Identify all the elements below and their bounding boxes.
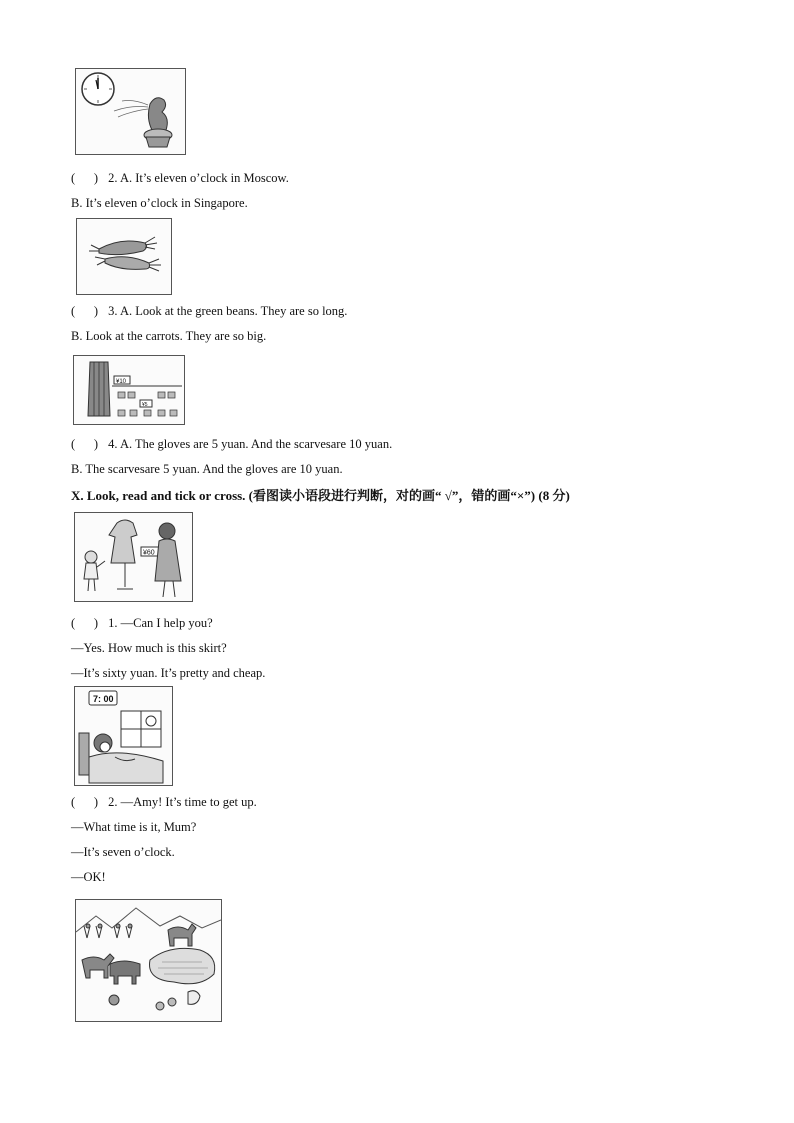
question-4-option-b: B. The scarvesare 5 yuan. And the gloves are 10 yuan. xyxy=(71,462,343,476)
dialog-2-line-4: —OK! xyxy=(71,870,106,884)
dialog-1-line-2: —Yes. How much is this skirt? xyxy=(71,641,227,655)
dialog-2-line-2: —What time is it, Mum? xyxy=(71,820,197,834)
answer-paren[interactable]: ( ) xyxy=(71,304,99,318)
answer-paren[interactable]: ( ) xyxy=(71,171,99,185)
carrots-picture xyxy=(76,218,172,295)
scarf-price-tag: ¥10 xyxy=(116,379,127,385)
bedroom-picture xyxy=(74,686,173,786)
option-a: A. It’s eleven o’clock in Moscow. xyxy=(119,171,289,185)
question-4-line-a xyxy=(71,436,392,452)
clock-merlion-picture xyxy=(75,68,186,155)
section-x-heading: X. Look, read and tick or cross. (看图读小语段进行判断，对的画“ √”，错的画“×”) (8 分) xyxy=(71,488,570,503)
dialog-2-line-3: —It’s seven o’clock. xyxy=(71,845,175,859)
dialog-line: —Amy! It’s time to get up. xyxy=(120,795,257,809)
question-2-option-b: B. It’s eleven o’clock in Singapore. xyxy=(71,196,248,210)
option-a: A. Look at the green beans. They are so long. xyxy=(119,304,348,318)
farm-picture xyxy=(75,899,222,1022)
option-a: A. The gloves are 5 yuan. And the scarvesare 10 yuan. xyxy=(119,437,393,451)
question-3-line-a xyxy=(71,303,347,319)
skirt-price-tag: ¥60 xyxy=(143,549,155,557)
question-number: 2. xyxy=(108,171,118,185)
question-number: 3. xyxy=(108,304,118,318)
glove-price-tag: ¥5 xyxy=(142,402,148,408)
dialog-1-line-3: —It’s sixty yuan. It’s pretty and cheap. xyxy=(71,666,266,680)
answer-paren[interactable]: ( ) xyxy=(71,795,99,809)
dialog-1-line-1 xyxy=(71,615,213,631)
dialog-number: 2. xyxy=(108,795,118,809)
question-3-option-b: B. Look at the carrots. They are so big. xyxy=(71,329,267,343)
question-number: 4. xyxy=(108,437,118,451)
dialog-line: —Can I help you? xyxy=(120,616,213,630)
skirt-shop-picture xyxy=(74,512,193,602)
question-2-line-a xyxy=(71,170,289,186)
dialog-2-line-1 xyxy=(71,794,257,810)
dialog-number: 1. xyxy=(108,616,118,630)
answer-paren[interactable]: ( ) xyxy=(71,616,99,630)
clock-sign-text: 7: 00 xyxy=(93,694,114,704)
answer-paren[interactable]: ( ) xyxy=(71,437,99,451)
scarves-gloves-picture xyxy=(73,355,185,425)
